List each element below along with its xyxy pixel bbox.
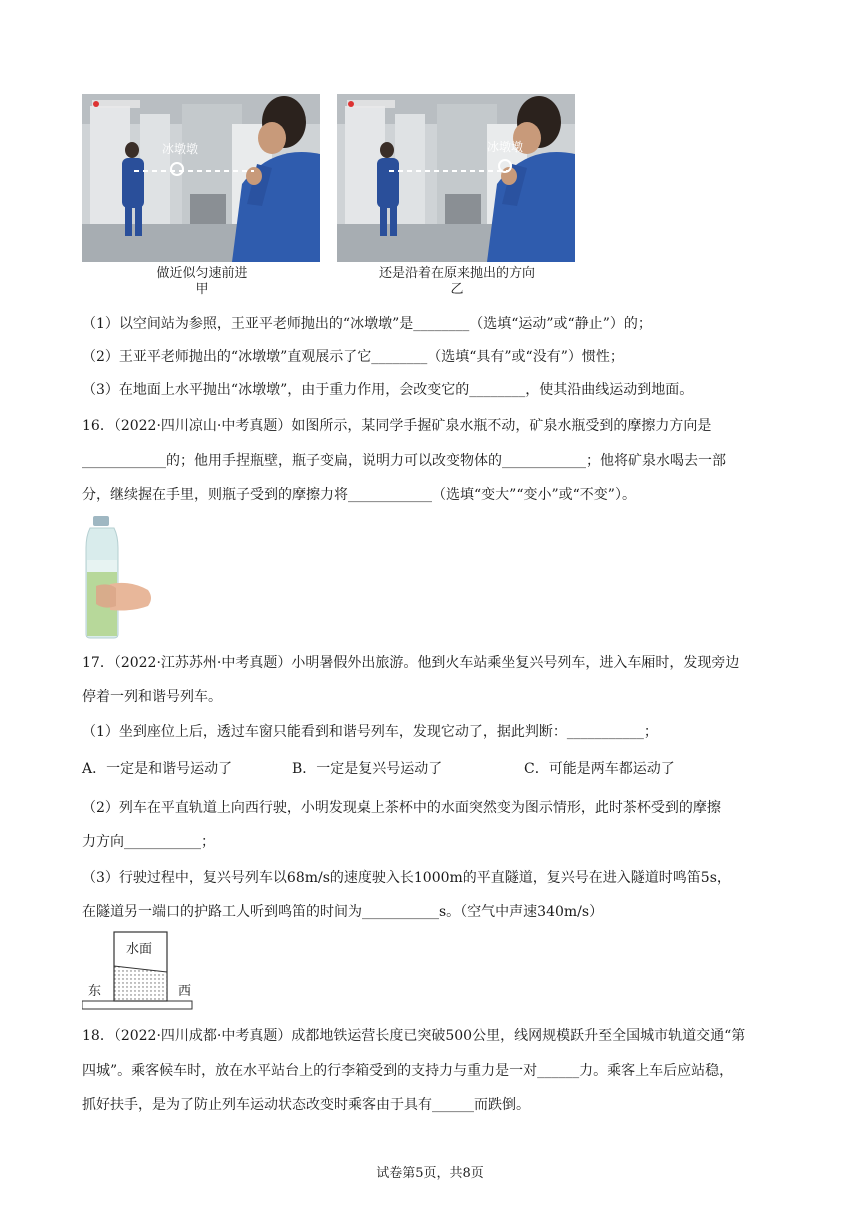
photo-a-caption: 做近似匀速前进	[156, 266, 248, 281]
bing-dwen-dwen-label: 冰墩墩	[162, 142, 199, 156]
q18-line2: 四城”。乘客候车时，放在水平站台上的行李箱受到的支持力与重力是一对______力。乘客上车后应站稳，	[82, 1063, 734, 1079]
q17-option-b: B．一定是复兴号运动了	[292, 761, 443, 777]
q15-part1: （1）以空间站为参照，王亚平老师抛出的“冰墩墩”是________（选填“运动”或“静止”）的；	[82, 316, 652, 332]
east-label: 东	[88, 984, 102, 999]
photo-a-sub-label: 甲	[195, 282, 209, 297]
cup-water-surface-label: 水面	[126, 942, 153, 957]
q17-part1: （1）坐到座位上后，透过车窗只能看到和谐号列车，发现它动了，据此判断：___________；	[82, 724, 658, 740]
space-station-photo-b	[337, 94, 575, 262]
west-label: 西	[178, 984, 192, 999]
page-footer: 试卷第5页，共8页	[376, 1166, 484, 1181]
q15-part2: （2）王亚平老师抛出的“冰墩墩”直观展示了它________（选填“具有”或“没有”）惯性；	[82, 349, 624, 365]
q17-part3-line1: （3）行驶过程中，复兴号列车以68m/s的速度驶入长1000m的平直隧道，复兴号在进入隧道时鸣笛5s，	[82, 870, 731, 886]
q17-line1: 17．（2022·江苏苏州·中考真题）小明暑假外出旅游。他到火车站乘坐复兴号列车，进入车厢时，发现旁边	[82, 655, 740, 671]
astronaut-throw-illustration-a	[82, 94, 320, 262]
bing-dwen-dwen-label: 冰墩墩	[487, 140, 524, 154]
q18-line1: 18．（2022·四川成都·中考真题）成都地铁运营长度已突破500公里，线网规模跃升至全国城市轨道交通“第	[82, 1028, 746, 1044]
q17-part3-line2: 在隧道另一端口的护路工人听到鸣笛的时间为___________s。（空气中声速340m/s）	[82, 904, 604, 920]
q16-line1: 16．（2022·四川凉山·中考真题）如图所示，某同学手握矿泉水瓶不动，矿泉水瓶受到的摩擦力方向是	[82, 418, 712, 434]
q17-part2-line1: （2）列车在平直轨道上向西行驶，小明发现桌上茶杯中的水面突然变为图示情形，此时茶杯受到的摩擦	[82, 800, 721, 816]
astronaut-throw-illustration-b	[337, 94, 575, 262]
q18-line3: 抓好扶手，是为了防止列车运动状态改变时乘客由于具有______而跌倒。	[82, 1097, 530, 1113]
photo-b-sub-label: 乙	[450, 282, 464, 297]
q17-line2: 停着一列和谐号列车。	[82, 689, 222, 705]
q16-line3: 分，继续握在手里，则瓶子受到的摩擦力将____________（选填“变大”“变小”或“不变”）。	[82, 487, 636, 503]
q15-part3: （3）在地面上水平抛出“冰墩墩”，由于重力作用，会改变它的________，使其沿曲线运动到地面。	[82, 382, 694, 398]
q17-option-a: A．一定是和谐号运动了	[82, 761, 233, 777]
photo-b-caption: 还是沿着在原来抛出的方向	[378, 266, 535, 281]
q17-option-c: C．可能是两车都运动了	[524, 761, 675, 777]
space-station-photo-a	[82, 94, 320, 262]
q16-line2: ____________的；他用手捏瓶壁，瓶子变扁，说明力可以改变物体的____________；他将矿泉水喝去一部	[82, 453, 726, 469]
water-bottle-hand-figure	[82, 514, 156, 640]
tea-cup-figure	[82, 930, 194, 1012]
q17-part2-line2: 力方向___________；	[82, 834, 215, 850]
